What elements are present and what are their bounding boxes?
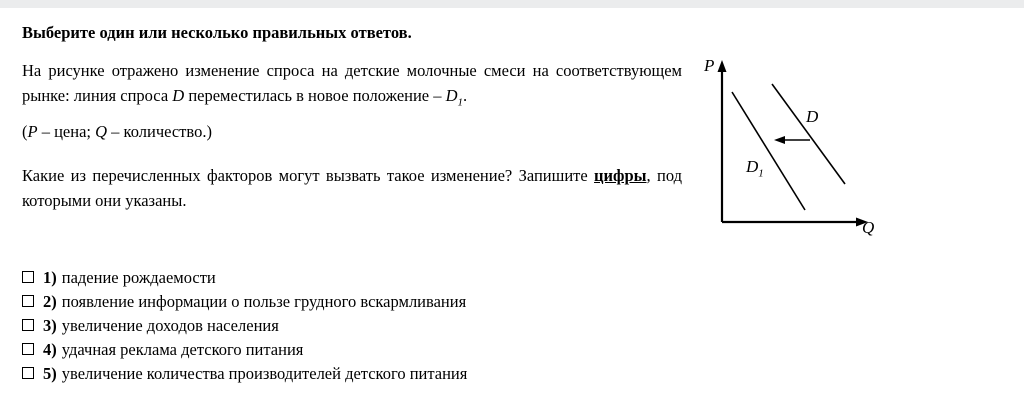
answer-checkbox-1[interactable] [22, 271, 34, 283]
answer-checkbox-5[interactable] [22, 367, 34, 379]
answer-number-4: 4) [43, 340, 57, 359]
demand-curve-figure [690, 52, 910, 252]
demand-shift-diagram [690, 52, 910, 252]
legend-symbol-p: P [27, 122, 38, 142]
shift-arrow-head [774, 136, 785, 144]
list-item[interactable] [22, 266, 722, 290]
list-item[interactable] [22, 362, 722, 386]
paragraph1-part1: На рисунке отражено изменение спроса на детские молочные смеси на соответствующем рынке: линия спроса [22, 61, 682, 105]
paragraph1-part2: переместилась в новое положение – [184, 86, 446, 105]
answer-text-5: увеличение количества производителей детского питания [61, 364, 468, 383]
answer-number-1: 1) [43, 268, 57, 287]
answer-checkbox-3[interactable] [22, 319, 34, 331]
curve-label-d: D [806, 107, 819, 126]
demand-symbol-d1-subscript: 1 [457, 96, 464, 109]
paragraph2-emphasis: цифры [594, 166, 647, 186]
list-item[interactable] [22, 314, 722, 338]
answer-text-2: появление информации о пользе грудного вскармливания [61, 292, 467, 311]
axis-label-quantity: Q [862, 218, 875, 237]
legend-line [22, 119, 682, 144]
answer-text-4: удачная реклама детского питания [61, 340, 304, 359]
answer-checkbox-4[interactable] [22, 343, 34, 355]
answer-text-3: увеличение доходов населения [61, 316, 279, 335]
demand-symbol-d: D [172, 86, 185, 105]
legend-symbol-q: Q [95, 122, 108, 142]
legend-q-rest: – количество.) [107, 122, 212, 142]
paragraph2-part1: Какие из перечисленных факторов могут вызвать такое изменение? Запишите [22, 166, 595, 186]
question-content [22, 22, 682, 213]
answer-options-list [22, 266, 722, 386]
demand-symbol-d1: D [445, 86, 458, 105]
demand-curve-original [772, 84, 845, 184]
curve-label-d1-subscript: 1 [758, 167, 764, 180]
answer-number-3: 3) [43, 316, 57, 335]
question-paragraph-2 [22, 163, 682, 213]
list-item[interactable] [22, 338, 722, 362]
answer-text-1: падение рождаемости [61, 268, 216, 287]
top-bar [0, 0, 1024, 8]
answer-number-5: 5) [43, 364, 57, 383]
demand-curve-shifted [732, 92, 805, 210]
curve-label-d1 [746, 157, 764, 179]
y-axis-arrowhead [718, 60, 727, 72]
axis-label-price: P [704, 56, 715, 75]
list-item[interactable] [22, 290, 722, 314]
paragraph2-part2: , под которыми они указаны. [22, 166, 682, 211]
answer-number-2: 2) [43, 292, 57, 311]
legend-p-rest: – цена; [37, 122, 96, 142]
paragraph1-end: . [463, 86, 468, 105]
instruction-text: Выберите один или несколько правильных ответов. [22, 23, 412, 42]
legend-open-paren: ( [22, 122, 28, 142]
curve-label-d1-letter: D [746, 157, 759, 176]
question-paragraph-1 [22, 58, 682, 115]
answer-checkbox-2[interactable] [22, 295, 34, 307]
